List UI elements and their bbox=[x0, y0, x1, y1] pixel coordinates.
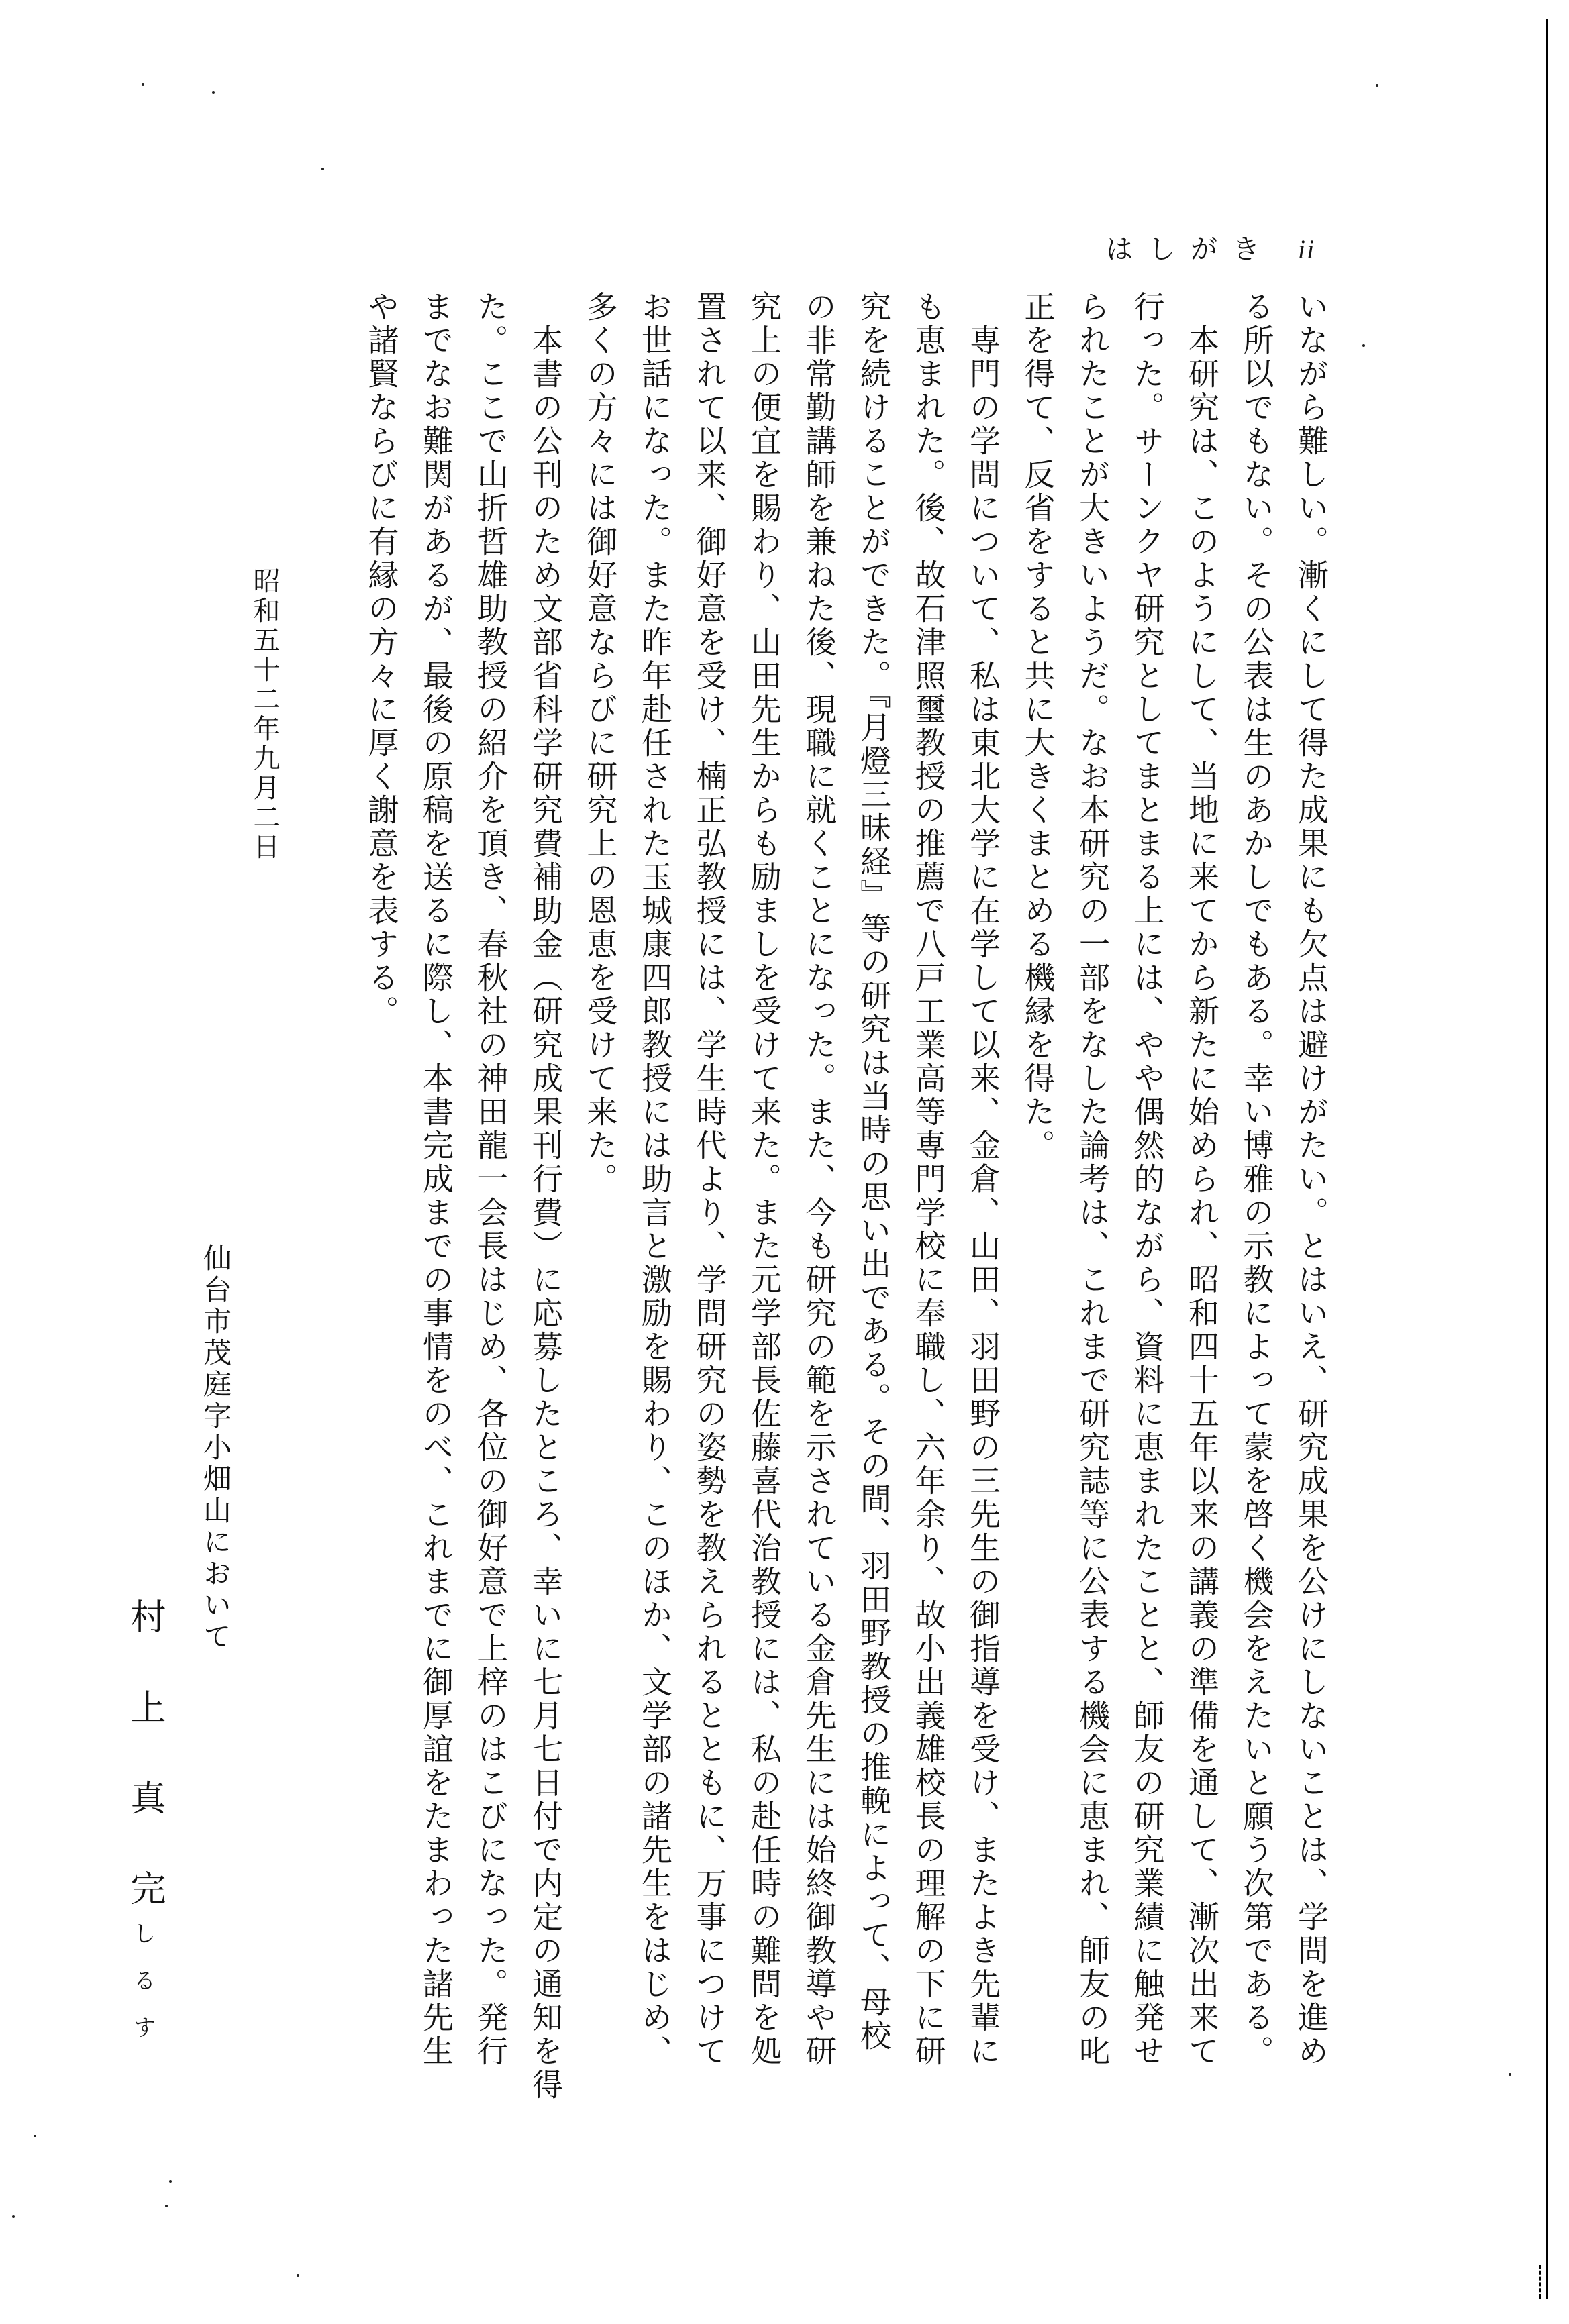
text-column: までなお難関があるが、最後の原稿を送るに際し、本書完成までの事情をのべ、これまでに御厚誼をたまわった諸先生 bbox=[419, 290, 453, 2068]
text-column: 本書の公刊のため文部省科学研究費補助金（研究成果刊行費）に応募したところ、幸いに七月七日付で内定の通知を得 bbox=[528, 290, 562, 2102]
running-head bbox=[1106, 228, 1315, 266]
preface-body bbox=[354, 290, 1338, 2109]
scan-speck bbox=[1362, 344, 1365, 347]
text-column: いながら難しい。漸くにして得た成果にも欠点は避けがたい。とはいえ、研究成果を公けにしないことは、学問を進め bbox=[1294, 290, 1328, 2068]
scan-speck bbox=[142, 83, 144, 86]
text-column: 多くの方々には御好意ならびに研究上の恩恵を受けて来た。 bbox=[583, 290, 617, 1196]
text-column: 究上の便宜を賜わり、山田先生からも励ましを受けて来た。また元学部長佐藤喜代治教授には、私の赴任時の難問を処 bbox=[747, 290, 781, 2068]
scan-edge-line bbox=[1546, 19, 1548, 2299]
author-name: 村上真完 bbox=[125, 1598, 164, 1960]
text-column: お世話になった。また昨年赴任された玉城康四郎教授には助言と激励を賜わり、このほか、文学部の諸先生をはじめ、 bbox=[638, 290, 672, 2068]
scan-speck bbox=[297, 2274, 299, 2277]
scan-speck bbox=[212, 91, 215, 94]
colophon-date: 昭和五十二年九月二日 bbox=[250, 567, 280, 862]
text-column: 正を得て、反省をすると共に大きくまとめる機縁を得た。 bbox=[1020, 290, 1055, 1163]
scan-speck bbox=[34, 2135, 36, 2137]
running-head-title: はしがき bbox=[1106, 234, 1275, 264]
text-column: も恵まれた。後、故石津照璽教授の推薦で八戸工業高等専門学校に奉職し、六年余り、故小出義雄校長の理解の下に研 bbox=[911, 290, 946, 2068]
text-column: の非常勤講師を兼ねた後、現職に就くことになった。また、今も研究の範を示されている金倉先生には始終御教導や研 bbox=[801, 290, 836, 2068]
text-column: や諸賢ならびに有縁の方々に厚く謝意を表する。 bbox=[364, 290, 399, 1028]
colophon-signature bbox=[119, 1598, 170, 2062]
scan-speck bbox=[1509, 2073, 1511, 2076]
scan-speck bbox=[165, 2205, 168, 2207]
colophon-place: 仙台市茂庭字小畑山において bbox=[199, 1243, 230, 1653]
scan-speck bbox=[1376, 84, 1378, 87]
text-column: 置されて以来、御好意を受け、楠正弘教授には、学生時代より、学問研究の姿勢を教えられるとともに、万事につけて bbox=[692, 290, 727, 2068]
scan-edge-line-fragment bbox=[1539, 2265, 1541, 2299]
text-column: られたことが大きいようだ。なお本研究の一部をなした論考は、これまで研究誌等に公表する機会に恵まれ、師友の叱 bbox=[1075, 290, 1109, 2068]
text-column: 究を続けることができた。『月燈三昧経』等の研究は当時の思い出である。その間、羽田野教授の推輓によって、母校 bbox=[856, 290, 891, 2053]
running-head-page-number: ii bbox=[1298, 234, 1316, 264]
text-column: 本研究は、このようにして、当地に来てから新たに始められ、昭和四十五年以来の講義の準備を通して、漸次出来て bbox=[1184, 290, 1219, 2068]
scan-speck bbox=[12, 2215, 15, 2218]
scan-speck bbox=[169, 2180, 172, 2183]
scan-speck bbox=[321, 168, 324, 170]
text-column: 専門の学問について、私は東北大学に在学して以来、金倉、山田、羽田野の三先生の御指導を受け、またよき先輩に bbox=[966, 290, 1000, 2068]
text-column: た。ここで山折哲雄助教授の紹介を頂き、春秋社の神田龍一会長はじめ、各位の御好意で上梓のはこびになった。発行 bbox=[473, 290, 508, 2068]
text-column: る所以でもない。その公表は生のあかしでもある。幸い博雅の示教によって蒙を啓く機会をえたいと願う次第である。 bbox=[1239, 290, 1274, 2068]
text-column: 行った。サーンクヤ研究としてまとまる上には、やや偶然的ながら、資料に恵まれたことと、師友の研究業績に触発せ bbox=[1129, 290, 1164, 2068]
author-suffix: しるす bbox=[130, 1921, 154, 2062]
